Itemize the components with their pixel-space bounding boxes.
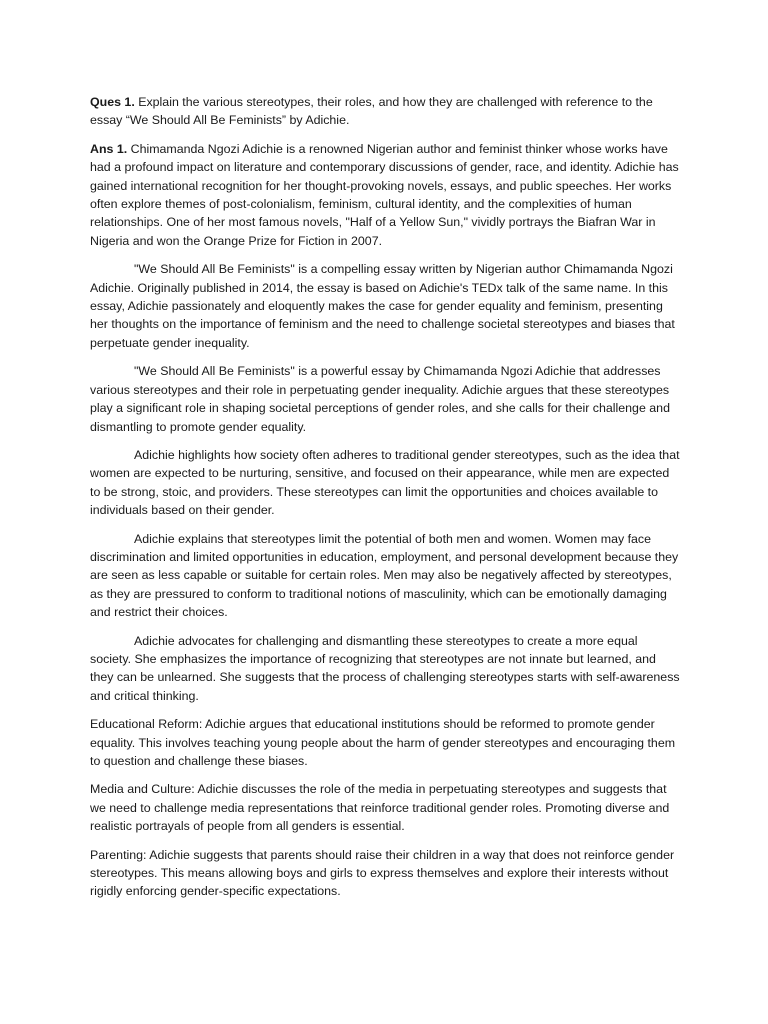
body-paragraph: Adichie explains that stereotypes limit the potential of both men and women. Women may face discrimination and limited opportunities in education, employment, and personal development because they are seen as less capable or suitable for certain roles. Men may also be negatively affected by stereotypes, as they are pressured to conform to traditional notions of masculinity, which can be emotionally damaging and restrict their choices. [90, 531, 679, 620]
question-paragraph [90, 93, 682, 130]
question-text: Explain the various stereotypes, their roles, and how they are challenged with reference to the essay “We Should All Be Feminists” by Adichie. [90, 95, 653, 128]
answer-paragraph [90, 140, 682, 250]
body-paragraph: "We Should All Be Feminists" is a powerful essay by Chimamanda Ngozi Adichie that addresses various stereotypes and their role in perpetuating gender inequality. Adichie argues that these stereotypes play a significant role in shaping societal perceptions of gender roles, and she calls for their challenge and dismantling to promote gender equality. [90, 364, 670, 434]
body-paragraph: "We Should All Be Feminists" is a compelling essay written by Nigerian author Chimamanda Ngozi Adichie. Originally published in 2014, the essay is based on Adichie's TEDx talk of the same name. In this essay, Adichie passionately and eloquently makes the case for gender equality and feminism, presenting her thoughts on the importance of feminism and the need to challenge societal stereotypes and biases that perpetuate gender inequality. [90, 262, 675, 350]
point-paragraph-parenting: Parenting: Adichie suggests that parents should raise their children in a way that does not reinforce gender stereotypes. This means allowing boys and girls to express themselves and explore their interests without rigidly enforcing gender-specific expectations. [90, 847, 675, 899]
body-paragraph: Adichie advocates for challenging and dismantling these stereotypes to create a more equal society. She emphasizes the importance of recognizing that stereotypes are not innate but learned, and they can be unlearned. She suggests that the process of challenging stereotypes starts with self-awareness and critical thinking. [90, 633, 680, 703]
question-label: Ques 1. [90, 95, 135, 109]
document-page [90, 93, 682, 911]
body-paragraph: Adichie highlights how society often adheres to traditional gender stereotypes, such as the idea that women are expected to be nurturing, sensitive, and focused on their appearance, while men are expected to be strong, stoic, and providers. These stereotypes can limit the opportunities and choices available to individuals based on their gender. [90, 447, 680, 518]
point-paragraph-educational-reform: Educational Reform: Adichie argues that educational institutions should be reformed to promote gender equality. This involves teaching young people about the harm of gender stereotypes and encouraging them to question and challenge these biases. [90, 717, 676, 768]
answer-label: Ans 1. [90, 141, 128, 156]
answer-text: Chimamanda Ngozi Adichie is a renowned Nigerian author and feminist thinker whose works have had a profound impact on literature and contemporary discussions of gender, race, and identity. Adichie has gained international recognition for her thought-provoking novels, essays, and public speeches. Her works often explore themes of post-colonialism, feminism, cultural identity, and the complexities of human relationships. One of her most famous novels, "Half of a Yellow Sun," vividly portrays the Biafran War in Nigeria and won the Orange Prize for Fiction in 2007. [90, 141, 679, 248]
point-paragraph-media-and-culture: Media and Culture: Adichie discusses the role of the media in perpetuating stereotypes and suggests that we need to challenge media representations that reinforce traditional gender roles. Promoting diverse and realistic portrayals of people from all genders is essential. [90, 782, 670, 834]
